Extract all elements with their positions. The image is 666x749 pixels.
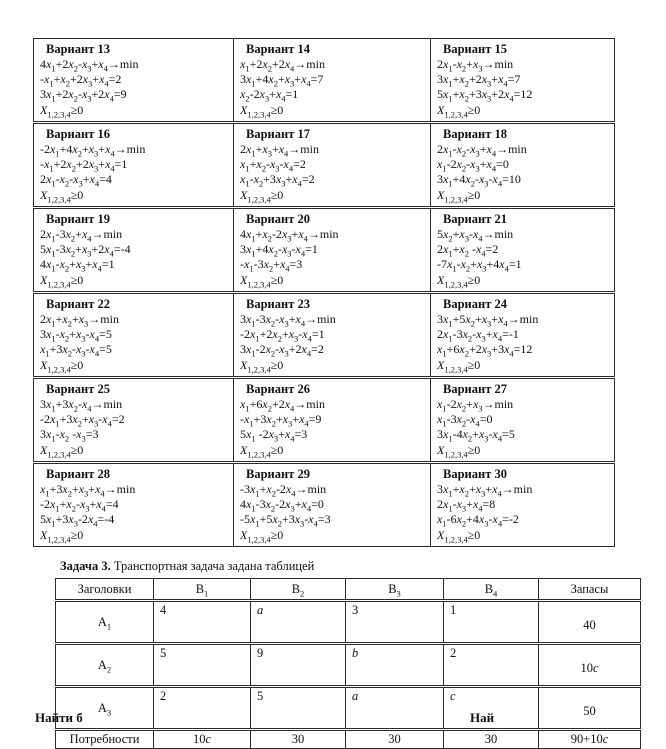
variant-line: $2x_1+x_2+x_3\to\min$ [40, 312, 119, 329]
row-header-a1: $A_1$ [56, 601, 154, 644]
variant-line: $x_1-3x_2-x_4=0$ [437, 412, 493, 429]
variants-row [34, 293, 615, 378]
variant-title: Вариант 28 [46, 467, 110, 481]
variant-line: $X_{1,2,3,4}\ge 0$ [40, 187, 84, 204]
variant-cell [431, 39, 615, 123]
variant-line: $2x_1-3x_2+x_4\to\min$ [40, 227, 123, 244]
variant-cell [34, 39, 234, 123]
supply-cell: 10c [539, 644, 641, 687]
variant-line: $2x_1+x_3+x_4\to\min$ [240, 142, 319, 159]
variants-row [34, 208, 615, 293]
variant-cell [34, 378, 234, 463]
variant-title: Вариант 23 [246, 297, 310, 311]
variant-line: $x_2-2x_3+x_4=1$ [240, 87, 299, 104]
variant-line: $X_{1,2,3,4}\ge 0$ [240, 527, 284, 544]
variant-line: $-2x_1+3x_2+x_3-x_4=2$ [40, 412, 125, 429]
variant-title: Вариант 13 [46, 42, 110, 56]
cost-cell: 4 [154, 601, 251, 644]
cost-cell: 5 [251, 687, 346, 730]
variant-line: $3x_1+4x_2-x_3-x_4=10$ [437, 172, 521, 189]
variant-line: $x_1-x_2+3x_3+x_4=2$ [240, 172, 315, 189]
variant-cell [234, 463, 431, 547]
variant-line: $2x_1+x_2$ $-x_4=2$ [437, 242, 499, 259]
cost-cell: 1 [444, 601, 539, 644]
demand-label: Потребности [56, 730, 154, 749]
col-header-titles: Заголовки [56, 579, 154, 601]
variant-line: $-2x_1+2x_2+x_3-x_4=1$ [240, 327, 325, 344]
variants-row [34, 378, 615, 463]
variant-line: $X_{1,2,3,4}\ge 0$ [240, 442, 284, 459]
supply-cell: 50 [539, 687, 641, 730]
variant-cell [234, 123, 431, 208]
variant-line: $X_{1,2,3,4}\ge 0$ [437, 357, 481, 374]
variant-line: $-2x_1+x_2-x_3+x_4=4$ [40, 497, 119, 514]
transport-row-a2 [56, 644, 641, 687]
variant-line: $-5x_1+5x_2+3x_3-x_4=3$ [240, 512, 331, 529]
task3-caption [60, 559, 314, 574]
col-header-b1: $B_1$ [154, 579, 251, 601]
variant-line: $x_1-2x_2-x_3+x_4=0$ [437, 157, 509, 174]
cost-cell: 5 [154, 644, 251, 687]
variant-title: Вариант 20 [246, 212, 310, 226]
variant-line: $2x_1-x_2-x_3+x_4=4$ [40, 172, 112, 189]
variant-line: $x_1+3x_2-x_3-x_4=5$ [40, 342, 112, 359]
variant-cell [34, 123, 234, 208]
variant-cell [34, 293, 234, 378]
variant-line: $-7x_1-x_2+x_3+4x_4=1$ [437, 257, 522, 274]
variant-cell [234, 378, 431, 463]
variant-title: Вариант 17 [246, 127, 310, 141]
cost-cell: 2 [444, 644, 539, 687]
variant-line: $X_{1,2,3,4}\ge 0$ [240, 357, 284, 374]
variant-title: Вариант 15 [443, 42, 507, 56]
demand-cell: 30 [346, 730, 444, 749]
variant-line: $X_{1,2,3,4}\ge 0$ [240, 102, 284, 119]
variant-cell [34, 208, 234, 293]
supply-cell: 40 [539, 601, 641, 644]
transport-row-a3 [56, 687, 641, 730]
cost-cell: a [346, 687, 444, 730]
variant-line: $4x_1+2x_2-x_3+x_4\to\min$ [40, 57, 139, 74]
variant-line: $x_1-2x_2+x_3\to\min$ [437, 397, 514, 414]
variant-line: $3x_1-x_2+x_3-x_4=5$ [40, 327, 112, 344]
variant-line: $2x_1-3x_2-x_3+x_4=-1$ [437, 327, 519, 344]
col-header-supply: Запасы [539, 579, 641, 601]
variants-row [34, 123, 615, 208]
variant-line: $X_{1,2,3,4}\ge 0$ [437, 527, 481, 544]
variant-title: Вариант 25 [46, 382, 110, 396]
variant-cell [34, 463, 234, 547]
variant-cell [234, 208, 431, 293]
cost-cell: 3 [346, 601, 444, 644]
transport-table [55, 578, 641, 749]
demand-cell: 30 [444, 730, 539, 749]
cost-cell: 9 [251, 644, 346, 687]
row-header-a2: $A_2$ [56, 644, 154, 687]
variant-line: $4x_1-3x_2-2x_3+x_4=0$ [240, 497, 324, 514]
variant-line: $3x_1+2x_2-x_3+2x_4=9$ [40, 87, 127, 104]
variant-title: Вариант 26 [246, 382, 310, 396]
variant-line: $x_1+2x_2+2x_4\to\min$ [240, 57, 325, 74]
variant-line: $3x_1+3x_2-x_4\to\min$ [40, 397, 123, 414]
cost-cell: a [251, 601, 346, 644]
variant-line: $3x_1-x_2$ $-x_3=3$ [40, 427, 99, 444]
cut-text-left: Найти б [35, 710, 83, 725]
variant-line: $2x_1-x_2-x_3+x_4\to\min$ [437, 142, 527, 159]
variant-line: $X_{1,2,3,4}\ge 0$ [40, 272, 84, 289]
variant-line: $3x_1-2x_2-x_3+2x_4=2$ [240, 342, 324, 359]
variant-line: $3x_1+5x_2+x_3+x_4\to\min$ [437, 312, 539, 329]
cut-text-center: Най [470, 710, 495, 725]
variant-line: $-x_1+x_2+2x_3+x_4=2$ [40, 72, 122, 89]
variant-line: $x_1+6x_2+2x_3+3x_4=12$ [437, 342, 533, 359]
variant-line: $5x_1-3x_2+x_3+2x_4=-4$ [40, 242, 131, 259]
variant-line: $2x_1-x_2+x_3\to\min$ [437, 57, 514, 74]
variant-line: $-2x_1+4x_2+x_3+x_4\to\min$ [40, 142, 146, 159]
col-header-b2: $B_2$ [251, 579, 346, 601]
variants-table [33, 38, 615, 547]
variant-line: $X_{1,2,3,4}\ge 0$ [240, 187, 284, 204]
variant-line: $5x_1+3x_3-2x_4=-4$ [40, 512, 115, 529]
col-header-b4: $B_4$ [444, 579, 539, 601]
cost-cell: c [444, 687, 539, 730]
transport-row-a1 [56, 601, 641, 644]
variant-cell [234, 293, 431, 378]
variant-line: $3x_1+4x_2+x_3+x_4=7$ [240, 72, 324, 89]
cost-cell: 2 [154, 687, 251, 730]
variant-line: $4x_1-x_2+x_3+x_4=1$ [40, 257, 115, 274]
variant-line: $x_1-6x_2+4x_3-x_4=-2$ [437, 512, 519, 529]
variants-row [34, 39, 615, 123]
transport-demand-row [56, 730, 641, 749]
variant-title: Вариант 24 [443, 297, 507, 311]
variant-line: $3x_1+x_2+2x_3+x_4=7$ [437, 72, 521, 89]
variant-line: $-x_1+2x_2+2x_3+x_4=1$ [40, 157, 128, 174]
variant-line: $X_{1,2,3,4}\ge 0$ [40, 102, 84, 119]
variant-line: $x_1+x_2-x_3-x_4=2$ [240, 157, 306, 174]
variant-cell [234, 39, 431, 123]
variant-line: $5x_2+x_3-x_4\to\min$ [437, 227, 514, 244]
variant-cell [431, 123, 615, 208]
cost-cell: b [346, 644, 444, 687]
variant-line: $x_1+6x_2+2x_4\to\min$ [240, 397, 325, 414]
variant-line: $3x_1+4x_2-x_3-x_4=1$ [240, 242, 318, 259]
variant-line: $X_{1,2,3,4}\ge 0$ [437, 272, 481, 289]
variant-line: $3x_1-3x_2-x_3+x_4\to\min$ [240, 312, 336, 329]
variant-cell [431, 463, 615, 547]
variant-line: $X_{1,2,3,4}\ge 0$ [40, 357, 84, 374]
variant-title: Вариант 18 [443, 127, 507, 141]
task3-intro: Транспортная задача задана таблицей [110, 559, 315, 573]
demand-total-cell: 90+10c [539, 730, 641, 749]
variant-title: Вариант 19 [46, 212, 110, 226]
variant-title: Вариант 27 [443, 382, 507, 396]
variant-line: $4x_1+x_2-2x_3+x_4\to\min$ [240, 227, 339, 244]
variant-line: $X_{1,2,3,4}\ge 0$ [437, 187, 481, 204]
variant-line: $-x_1-3x_2+x_4=3$ [240, 257, 303, 274]
demand-cell: 10c [154, 730, 251, 749]
variant-title: Вариант 30 [443, 467, 507, 481]
row-header-a3: $A_3$ [56, 687, 154, 730]
variants-row [34, 463, 615, 547]
variant-cell [431, 208, 615, 293]
variant-line: $x_1+3x_2+x_3+x_4\to\min$ [40, 482, 136, 499]
variant-title: Вариант 29 [246, 467, 310, 481]
task3-label: Задача 3. [60, 559, 111, 573]
variant-line: $-x_1+3x_2+x_3+x_4=9$ [240, 412, 322, 429]
col-header-b3: $B_3$ [346, 579, 444, 601]
variant-line: $5x_1+x_2+3x_3+2x_4=12$ [437, 87, 533, 104]
variant-line: $5x_1$ $-2x_3+x_4=3$ [240, 427, 308, 444]
demand-cell: 30 [251, 730, 346, 749]
variant-line: $-3x_1+x_2-2x_4\to\min$ [240, 482, 327, 499]
variant-line: $X_{1,2,3,4}\ge 0$ [40, 527, 84, 544]
variant-line: $X_{1,2,3,4}\ge 0$ [437, 102, 481, 119]
variant-cell [431, 378, 615, 463]
variant-line: $2x_1-x_3+x_4=8$ [437, 497, 496, 514]
transport-header-row [56, 579, 641, 601]
variant-line: $3x_1+x_2+x_3+x_4\to\min$ [437, 482, 533, 499]
variant-title: Вариант 14 [246, 42, 310, 56]
variant-cell [431, 293, 615, 378]
variant-title: Вариант 22 [46, 297, 110, 311]
variant-title: Вариант 16 [46, 127, 110, 141]
variant-line: $3x_1-4x_2+x_3-x_4=5$ [437, 427, 515, 444]
variant-line: $X_{1,2,3,4}\ge 0$ [437, 442, 481, 459]
variant-line: $X_{1,2,3,4}\ge 0$ [240, 272, 284, 289]
variant-title: Вариант 21 [443, 212, 507, 226]
variant-line: $X_{1,2,3,4}\ge 0$ [40, 442, 84, 459]
